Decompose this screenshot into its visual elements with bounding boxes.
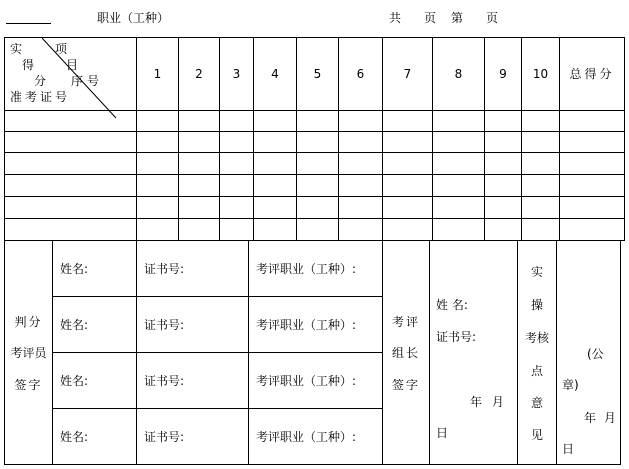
site-opinion-3: 考核 (524, 331, 549, 345)
page-number-label: 第 (451, 11, 464, 25)
site-opinion-4: 点 (530, 364, 543, 378)
leader-name-label: 姓 名: (436, 298, 468, 312)
page-label: 页 (486, 11, 499, 25)
occupation-label: 考评职业（工种）: (256, 262, 357, 276)
cert-label: 证书号: (144, 262, 185, 276)
judge-label-3: 签字 (14, 378, 43, 392)
name-label: 姓名: (60, 430, 89, 444)
corner-bottom: 准考证号 (10, 90, 71, 104)
group-leader-label-1: 考评 (391, 315, 420, 329)
seal-text-2: 章) (562, 378, 579, 392)
name-label: 姓名: (60, 374, 89, 388)
group-leader-label-2: 组长 (391, 346, 420, 360)
seal-date-ym: 年 月 (584, 411, 618, 425)
occupation-label: 考评职业（工种）: (256, 318, 357, 332)
judge-label-2: 考评员 (10, 346, 47, 360)
site-opinion-6: 见 (530, 428, 543, 442)
occupation-label: 职业（工种） (97, 11, 170, 25)
col-header-total: 总得分 (569, 67, 615, 81)
group-leader-label-3: 签字 (391, 378, 420, 392)
cert-label: 证书号: (144, 430, 185, 444)
corner-mid-right: 目 (66, 58, 79, 72)
col-header-7: 7 (403, 67, 412, 81)
cert-label: 证书号: (144, 318, 185, 332)
corner-mid-left: 实 (10, 42, 23, 56)
col-header-9: 9 (499, 67, 507, 81)
col-header-5: 5 (313, 67, 322, 81)
site-opinion-1: 实 (530, 265, 543, 279)
occupation-label: 考评职业（工种）: (256, 374, 357, 388)
col-header-3: 3 (232, 67, 241, 81)
col-header-2: 2 (195, 67, 203, 81)
col-header-4: 4 (271, 67, 279, 81)
col-header-6: 6 (356, 67, 365, 81)
col-header-8: 8 (454, 67, 463, 81)
seal-date-d: 日 (562, 442, 575, 456)
site-opinion-2: 操 (530, 298, 543, 312)
name-label: 姓名: (60, 318, 89, 332)
leader-date-ym: 年 月 (470, 395, 507, 409)
seal-text: (公 (587, 347, 604, 361)
occupation-label: 考评职业（工种）: (256, 430, 357, 444)
cert-label: 证书号: (144, 374, 185, 388)
corner-left-2: 得 (22, 58, 35, 72)
leader-cert-label: 证书号: (436, 330, 477, 344)
name-label: 姓名: (60, 262, 89, 276)
corner-left-3: 分 (34, 74, 47, 88)
total-label: 共 (389, 11, 402, 25)
corner-top-right: 项 (55, 42, 68, 56)
judge-label-1: 判分 (14, 315, 43, 329)
pages-label: 页 (424, 11, 437, 25)
col-header-10: 10 (532, 67, 549, 81)
site-opinion-5: 意 (530, 396, 543, 410)
leader-date-d: 日 (436, 426, 449, 440)
col-header-1: 1 (153, 67, 162, 81)
corner-seq: 序号 (71, 74, 104, 88)
